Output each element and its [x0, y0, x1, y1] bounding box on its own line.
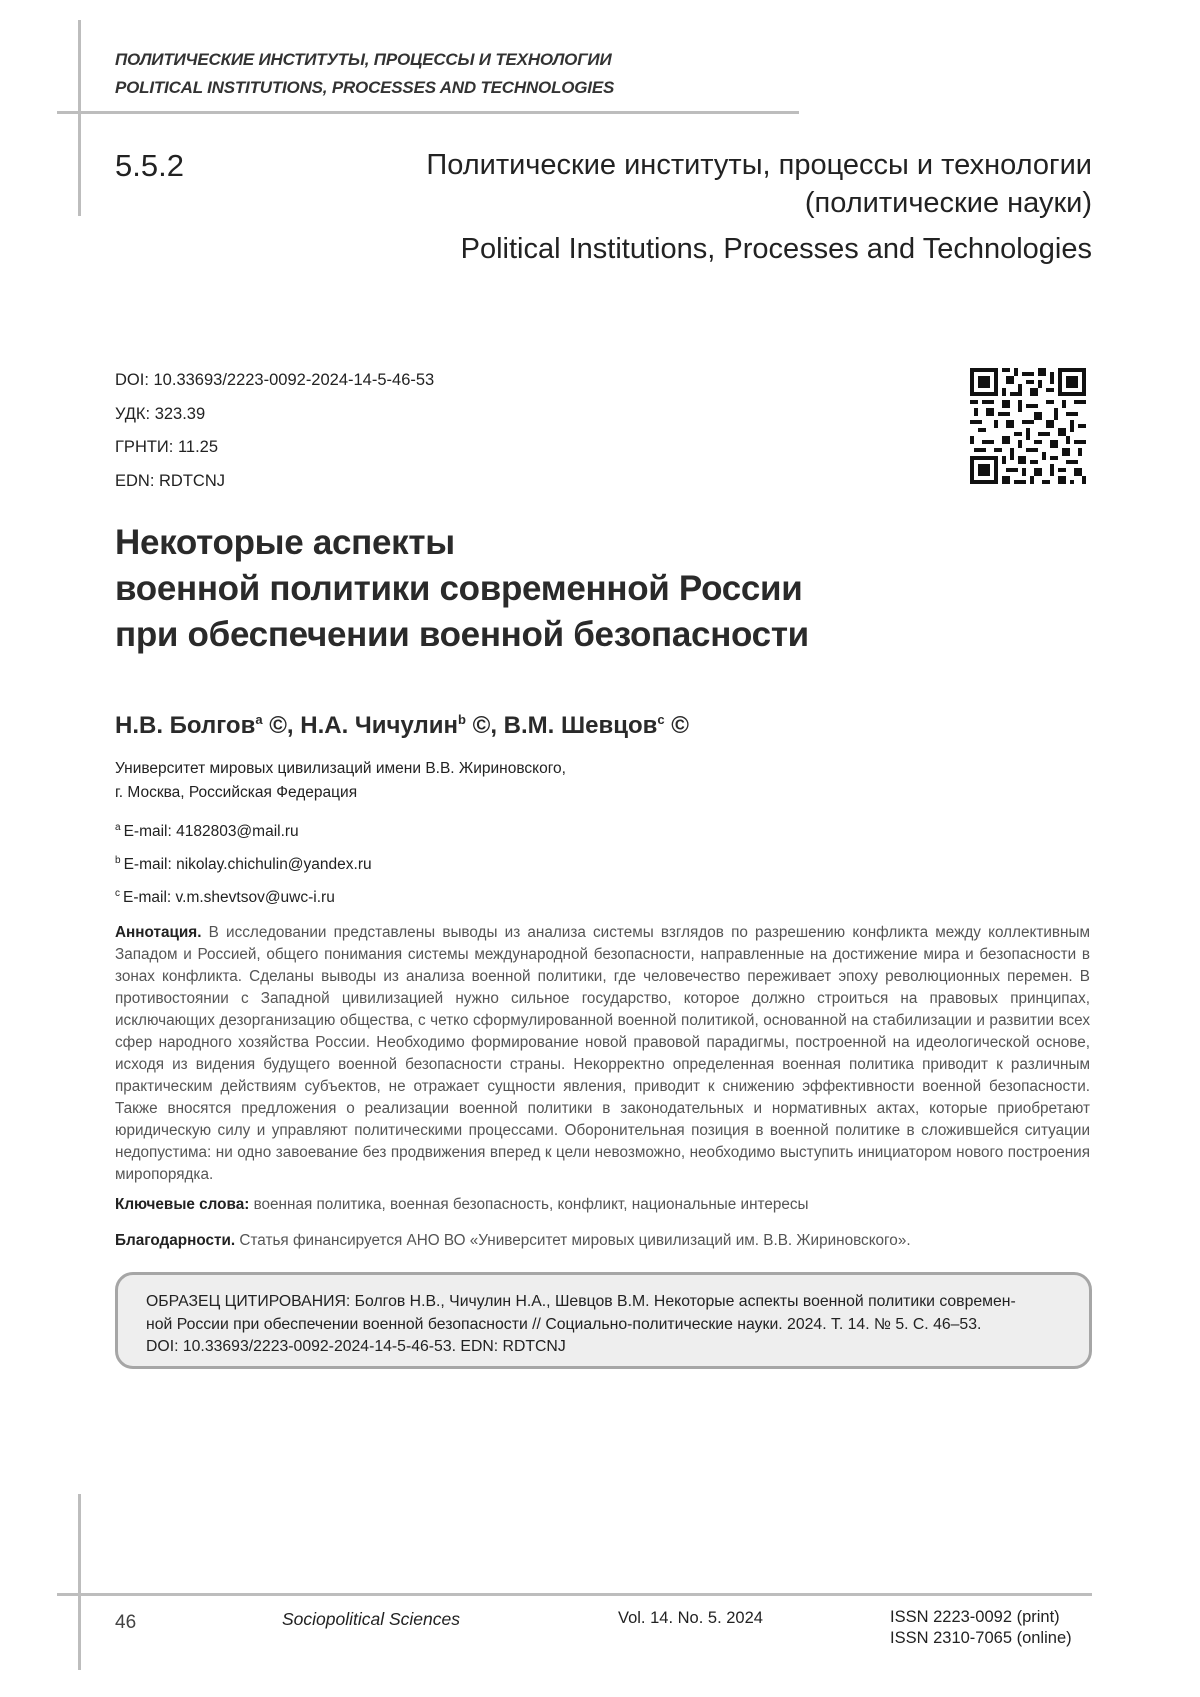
author-name: Н.А. Чичулин	[300, 712, 459, 739]
doi: DOI: 10.33693/2223-0092-2024-14-5-46-53	[115, 371, 435, 389]
acknowledgements	[115, 1232, 1090, 1250]
journal-name: Sociopolitical Sciences	[282, 1609, 461, 1629]
email-item: $^c$ E-mail: v.m.shevtsov@uwc-i.ru	[115, 888, 335, 907]
keywords	[115, 1196, 1090, 1214]
specialty-title-ru	[332, 146, 1092, 222]
issn-block	[890, 1607, 1072, 1649]
article-title-line2: военной политики современной России	[115, 569, 803, 608]
author-name: В.М. Шевцов	[503, 712, 658, 739]
specialty-title-ru-line2: (политические науки)	[804, 187, 1092, 219]
orcid-icon[interactable]: ©	[671, 712, 689, 739]
specialty-title-ru-line1: Политические институты, процессы и технологии	[426, 149, 1092, 181]
article-metadata	[115, 364, 434, 498]
email-link[interactable]: E-mail: 4182803@mail.ru	[123, 823, 299, 841]
citation-box	[115, 1272, 1092, 1369]
keywords-label: Ключевые слова:	[115, 1196, 250, 1213]
email-list	[115, 813, 372, 912]
email-item: $^a$ E-mail: 4182803@mail.ru	[115, 822, 299, 841]
qr-code-icon	[970, 368, 1086, 484]
abstract	[115, 922, 1090, 1186]
footer-horizontal-rule	[57, 1593, 1092, 1596]
orcid-icon[interactable]: ©	[472, 712, 491, 739]
running-header	[115, 46, 614, 102]
volume-info: Vol. 14. No. 5. 2024	[618, 1609, 763, 1627]
issn-online: ISSN 2310-7065 (online)	[890, 1629, 1072, 1647]
footer-vertical-rule	[78, 1494, 81, 1670]
issn-print: ISSN 2223-0092 (print)	[890, 1608, 1060, 1626]
citation-line3: DOI: 10.33693/2223-0092-2024-14-5-46-53. EDN: RDTCNJ	[146, 1338, 566, 1355]
article-title	[115, 520, 809, 658]
email-link[interactable]: E-mail: v.m.shevtsov@uwc-i.ru	[123, 889, 335, 907]
keywords-text: военная политика, военная безопасность, конфликт, национальные интересы	[253, 1196, 809, 1213]
abstract-text: В исследовании представлены выводы из анализа системы взглядов по разрешению конфликта между коллективным Западом и Россией, общего понимания системы международной безопасности, направленные на достижение мира и безопасности в зонах конфликта. Сделаны выводы из анализа военной политики, где человечество переживает эпоху революционных перемен. В противостоянии с Западной цивилизацией нужно сильное государство, которое должно строиться на правовых принципах, исключающих дезорганизацию общества, с четко сформулированной военной политикой, основанной на стабилизации и развитии всех сфер народного хозяйства России. Необходимо формирование новой правовой парадигмы, построенной на идеологической основе, исходя из видения будущего военной безопасности страны. Некорректно определенная военная политика приводит к различным практическим действиям субъектов, не отражает сущности явления, приводит к снижению эффективности военной безопасности. Также вносятся предложения о реализации военной политики в законодательных и нормативных актах, которые приобретают юридическую силу и управляют политическими процессами. Оборонительная позиция в военной политике в сложившейся ситуации недопустима: ни одно завоевание без продвижения вперед к цели невозможно, необходимо выступить инициатором нового построения миропорядка.	[115, 924, 1090, 1183]
article-title-line3: при обеспечении военной безопасности	[115, 615, 809, 654]
article-title-line1: Некоторые аспекты	[115, 523, 455, 562]
specialty-title-en: Political Institutions, Processes and Technologies	[460, 233, 1092, 265]
author-affiliation-mark: c	[657, 712, 665, 727]
acknowledgements-text: Статья финансируется АНО ВО «Университет мировых цивилизаций им. В.В. Жириновского».	[239, 1232, 911, 1249]
authors-line: Н.В. Болгов$^a$ ©, Н.А. Чичулин$^b$ ©, В.М. Шевцов$^c$ ©	[115, 712, 689, 739]
grnti: ГРНТИ: 11.25	[115, 438, 219, 456]
affiliation	[115, 757, 566, 805]
affiliation-line1: Университет мировых цивилизаций имени В.В. Жириновского,	[115, 760, 566, 777]
page-number: 46	[115, 1612, 137, 1633]
acknowledgements-label: Благодарности.	[115, 1232, 236, 1249]
author-name: Н.В. Болгов	[115, 712, 256, 739]
edn: EDN: RDTCNJ	[115, 471, 225, 490]
citation-line2: ной России при обеспечении военной безопасности // Социально-политические науки. 2024. Т. 14. № 5. С. 46–53.	[146, 1315, 982, 1333]
author-affiliation-mark: a	[255, 712, 263, 727]
affiliation-line2: г. Москва, Российская Федерация	[115, 784, 358, 801]
header-vertical-rule	[78, 20, 81, 216]
author-affiliation-mark: b	[458, 712, 466, 727]
abstract-label: Аннотация.	[115, 924, 202, 941]
email-link[interactable]: E-mail: nikolay.chichulin@yandex.ru	[123, 856, 372, 874]
header-horizontal-rule	[57, 111, 799, 114]
udk: УДК: 323.39	[115, 404, 206, 423]
running-header-ru: ПОЛИТИЧЕСКИЕ ИНСТИТУТЫ, ПРОЦЕССЫ И ТЕХНОЛОГИИ	[115, 50, 612, 69]
citation-line1: ОБРАЗЕЦ ЦИТИРОВАНИЯ: Болгов Н.В., Чичулин Н.А., Шевцов В.М. Некоторые аспекты военной политики современ-	[146, 1293, 1016, 1310]
email-item: $^b$ E-mail: nikolay.chichulin@yandex.ru	[115, 855, 372, 874]
running-header-en: POLITICAL INSTITUTIONS, PROCESSES AND TECHNOLOGIES	[115, 78, 615, 97]
specialty-code: 5.5.2	[115, 148, 184, 183]
orcid-icon[interactable]: ©	[269, 712, 287, 739]
